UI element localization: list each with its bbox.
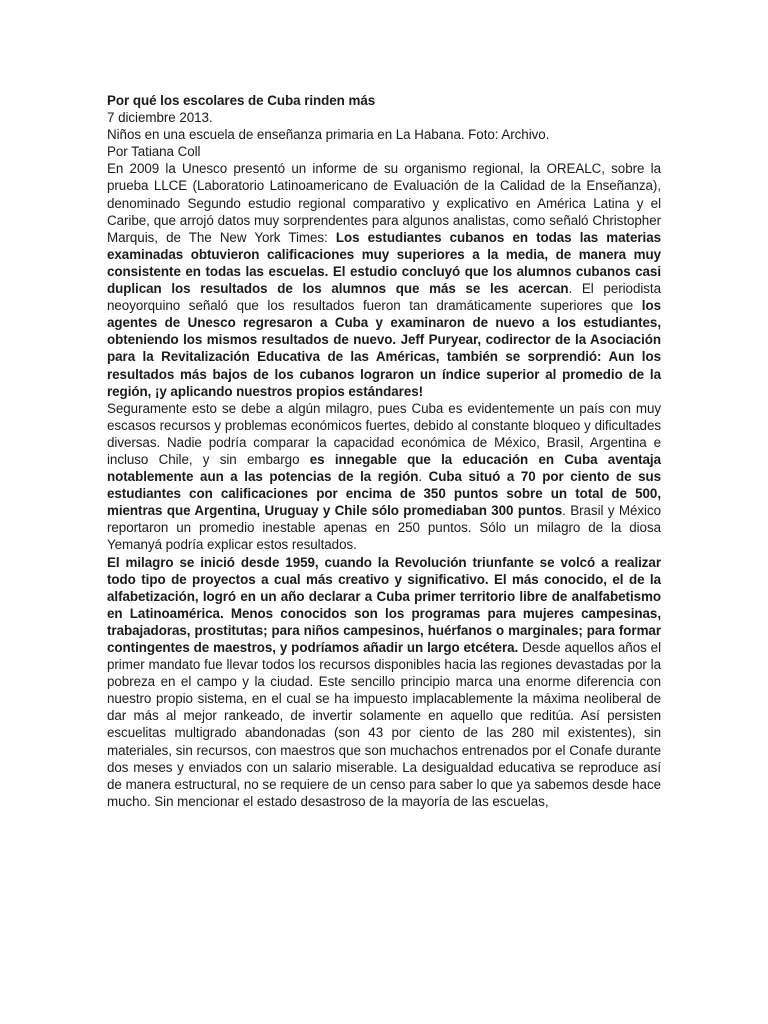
p1-run-0: En 2009 la Unesco presentó un informe de su organismo regional, la OREALC, sobre la prueba LLCE (Laboratorio Latinoamericano de Evaluación de la Calidad de la Enseñanza), denominado Segundo estudio regional comparativo y explicativo en América Latina y el Caribe, que arrojó datos muy sorprendentes para algunos analistas, como señaló Christopher Marquis, de The New York Times: (107, 161, 661, 245)
paragraph-2 (107, 400, 661, 554)
article-date: 7 diciembre 2013. (107, 110, 213, 126)
p1-run-1: Los estudiantes cubanos en todas las materias examinadas obtuvieron calificaciones muy superiores a la media, de manera muy consistente en todas las escuelas. El estudio concluyó que los alumnos cubanos casi duplican los resultados de los alumnos que más se les acercan (107, 229, 661, 297)
article-author: Por Tatiana Coll (107, 144, 201, 160)
article-title: Por qué los escolares de Cuba rinden más (107, 93, 376, 108)
p2-run-4: . Brasil y México reportaron un promedio inestable apenas en 250 puntos. Sólo un milagro de la diosa Yemanyá podría explicar estos resultados. (107, 503, 662, 553)
p2-run-3: Cuba situó a 70 por ciento de sus estudiantes con calificaciones por encima de 350 puntos sobre un total de 500, mientras que Argentina, Uruguay y Chile sólo promediaban 300 puntos (107, 469, 662, 519)
p2-run-2: . (418, 469, 429, 485)
paragraph-1 (107, 160, 661, 399)
photo-caption: Niños en una escuela de enseñanza primaria en La Habana. Foto: Archivo. (107, 127, 550, 143)
document-page (107, 92, 661, 810)
p3-run-1: Desde aquellos años el primer mandato fue llevar todos los recursos disponibles hacia las regiones devastadas por la pobreza en el campo y la ciudad. Este sencillo principio marca una enorme diferencia con nuestro propio sistema, en el cual se ha impuesto implacablemente la máxima neoliberal de dar más al mejor rankeado, de invertir solamente en aquello que reditúa. Así persisten escuelitas multigrado abandonadas (son 43 por ciento de las 280 mil existentes), sin materiales, sin recursos, con maestros que son muchachos entrenados por el Conafe durante dos meses y enviados con un salario miserable. La desigualdad educativa se reproduce así de manera estructural, no se requiere de un censo para saber lo que ya sabemos desde hace mucho. Sin mencionar el estado desastroso de la mayoría de las escuelas, (107, 640, 661, 809)
p2-run-0: Seguramente esto se debe a algún milagro, pues Cuba es evidentemente un país con muy escasos recursos y problemas económicos fuertes, debido al constante bloqueo y dificultades diversas. Nadie podría comparar la capacidad económica de México, Brasil, Argentina e incluso Chile, y sin embargo (107, 400, 661, 467)
paragraph-3 (107, 554, 661, 810)
p3-run-0: El milagro se inició desde 1959, cuando la Revolución triunfante se volcó a realizar todo tipo de proyectos a cual más creativo y significativo. El más conocido, el de la alfabetización, logró en un año declarar a Cuba primer territorio libre de analfabetismo en Latinoamérica. Menos conocidos son los programas para mujeres campesinas, trabajadoras, prostitutas; para niños campesinos, huérfanos o marginales; para formar contingentes de maestros, y podríamos añadir un largo etcétera. (107, 554, 661, 655)
p2-run-1: es innegable que la educación en Cuba aventaja notablemente aun a las potencias de la región (107, 451, 661, 485)
p1-run-3: los agentes de Unesco regresaron a Cuba y examinaron de nuevo a los estudiantes, obteniendo los mismos resultados de nuevo. Jeff Puryear, codirector de la Asociación para la Revitalización Educativa de las Américas, también se sorprendió: Aun los resultados más bajos de los cubanos lograron un índice superior al promedio de la región, ¡y aplicando nuestros propios estándares! (107, 298, 661, 399)
p1-run-2: . El periodista neoyorquino señaló que los resultados fueron tan dramáticamente superiores que (107, 281, 661, 314)
